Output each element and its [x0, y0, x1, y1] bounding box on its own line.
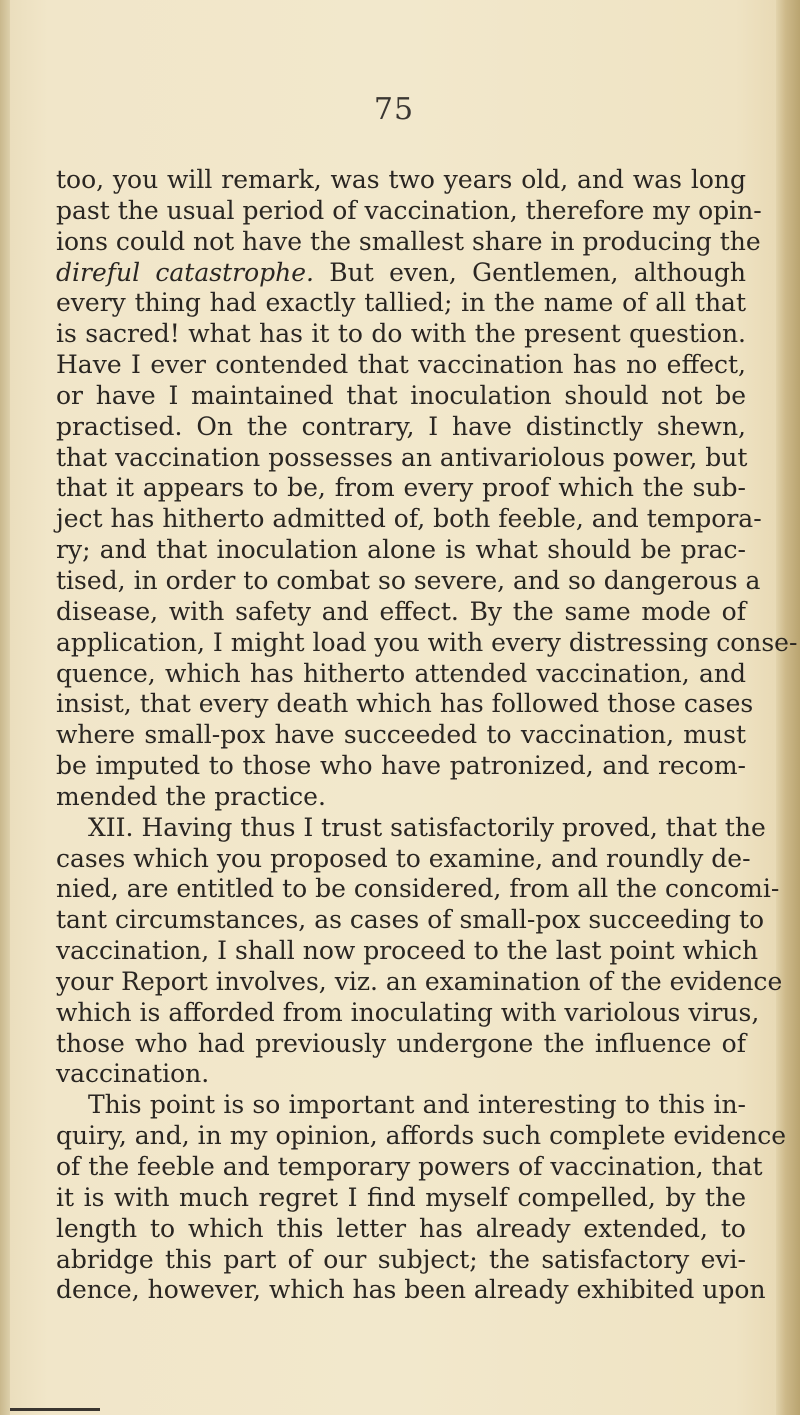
text-line: cases which you proposed to examine, and roundly de-	[56, 843, 751, 873]
text-line: application, I might load you with every distressing conse-	[56, 627, 798, 657]
text-line: ions could not have the smallest share in producing the	[56, 226, 761, 256]
page-left-edge	[0, 0, 10, 1415]
text-line: where small-pox have succeeded to vaccination, must	[56, 720, 746, 750]
text-line: tised, in order to combat so severe, and so dangerous a	[56, 565, 761, 595]
text-line: past the usual period of vaccination, therefore my opin-	[56, 195, 762, 225]
text-line: that it appears to be, from every proof which the sub-	[56, 473, 746, 503]
text-line: ject has hitherto admitted of, both feeble, and tempora-	[56, 504, 762, 534]
text-line: nied, are entitled to be considered, from all the concomi-	[56, 874, 780, 904]
text-line: abridge this part of our subject; the satisfactory evi-	[56, 1244, 746, 1274]
paragraph-start-line: This point is so important and interesting to this in-	[88, 1090, 746, 1120]
text-line: it is with much regret I find myself compelled, by the	[56, 1182, 746, 1212]
text-line: disease, with safety and effect. By the same mode of	[56, 596, 746, 626]
italic-phrase: direful catastrophe.	[56, 257, 314, 287]
page-right-edge	[776, 0, 800, 1415]
text-line: is sacred! what has it to do with the present question.	[56, 319, 746, 349]
text-line: direful catastrophe. But even, Gentlemen, although	[56, 257, 747, 287]
page-bottom-rule	[10, 1408, 100, 1411]
text-line: that vaccination possesses an antivariolous power, but	[56, 442, 748, 472]
text-line: practised. On the contrary, I have distinctly shewn,	[56, 411, 746, 441]
text-line: every thing had exactly tallied; in the name of all that	[56, 288, 746, 318]
text-line: ry; and that inoculation alone is what should be prac-	[56, 535, 746, 565]
page-number: 75	[373, 92, 415, 127]
text-line: which is afforded from inoculating with variolous virus,	[56, 997, 760, 1027]
section-heading-line: XII. Having thus I trust satisfactorily proved, that the	[88, 812, 766, 842]
text-line: tant circumstances, as cases of small-pox succeeding to	[56, 905, 765, 935]
text-line: vaccination, I shall now proceed to the last point which	[56, 936, 759, 966]
text-line: too, you will remark, was two years old, and was long	[56, 165, 746, 194]
text-line: your Report involves, viz. an examination of the evidence	[56, 966, 783, 996]
text-line: those who had previously undergone the influence of	[56, 1028, 746, 1058]
text-line: quence, which has hitherto attended vaccination, and	[56, 658, 746, 688]
text-line: mended the practice.	[56, 781, 326, 811]
text-line: insist, that every death which has followed those cases	[56, 689, 754, 719]
text-line: dence, however, which has been already exhibited upon	[56, 1275, 766, 1305]
text-line: vaccination.	[56, 1059, 210, 1089]
text-line: quiry, and, in my opinion, affords such complete evidence	[56, 1121, 787, 1151]
body-text	[56, 165, 798, 1306]
text-line: length to which this letter has already extended, to	[56, 1213, 746, 1243]
text-line: or have I maintained that inoculation should not be	[56, 380, 746, 410]
text-line: Have I ever contended that vaccination has no effect,	[56, 350, 746, 380]
text-line: be imputed to those who have patronized, and recom-	[56, 751, 746, 781]
text-line: of the feeble and temporary powers of vaccination, that	[56, 1152, 763, 1181]
